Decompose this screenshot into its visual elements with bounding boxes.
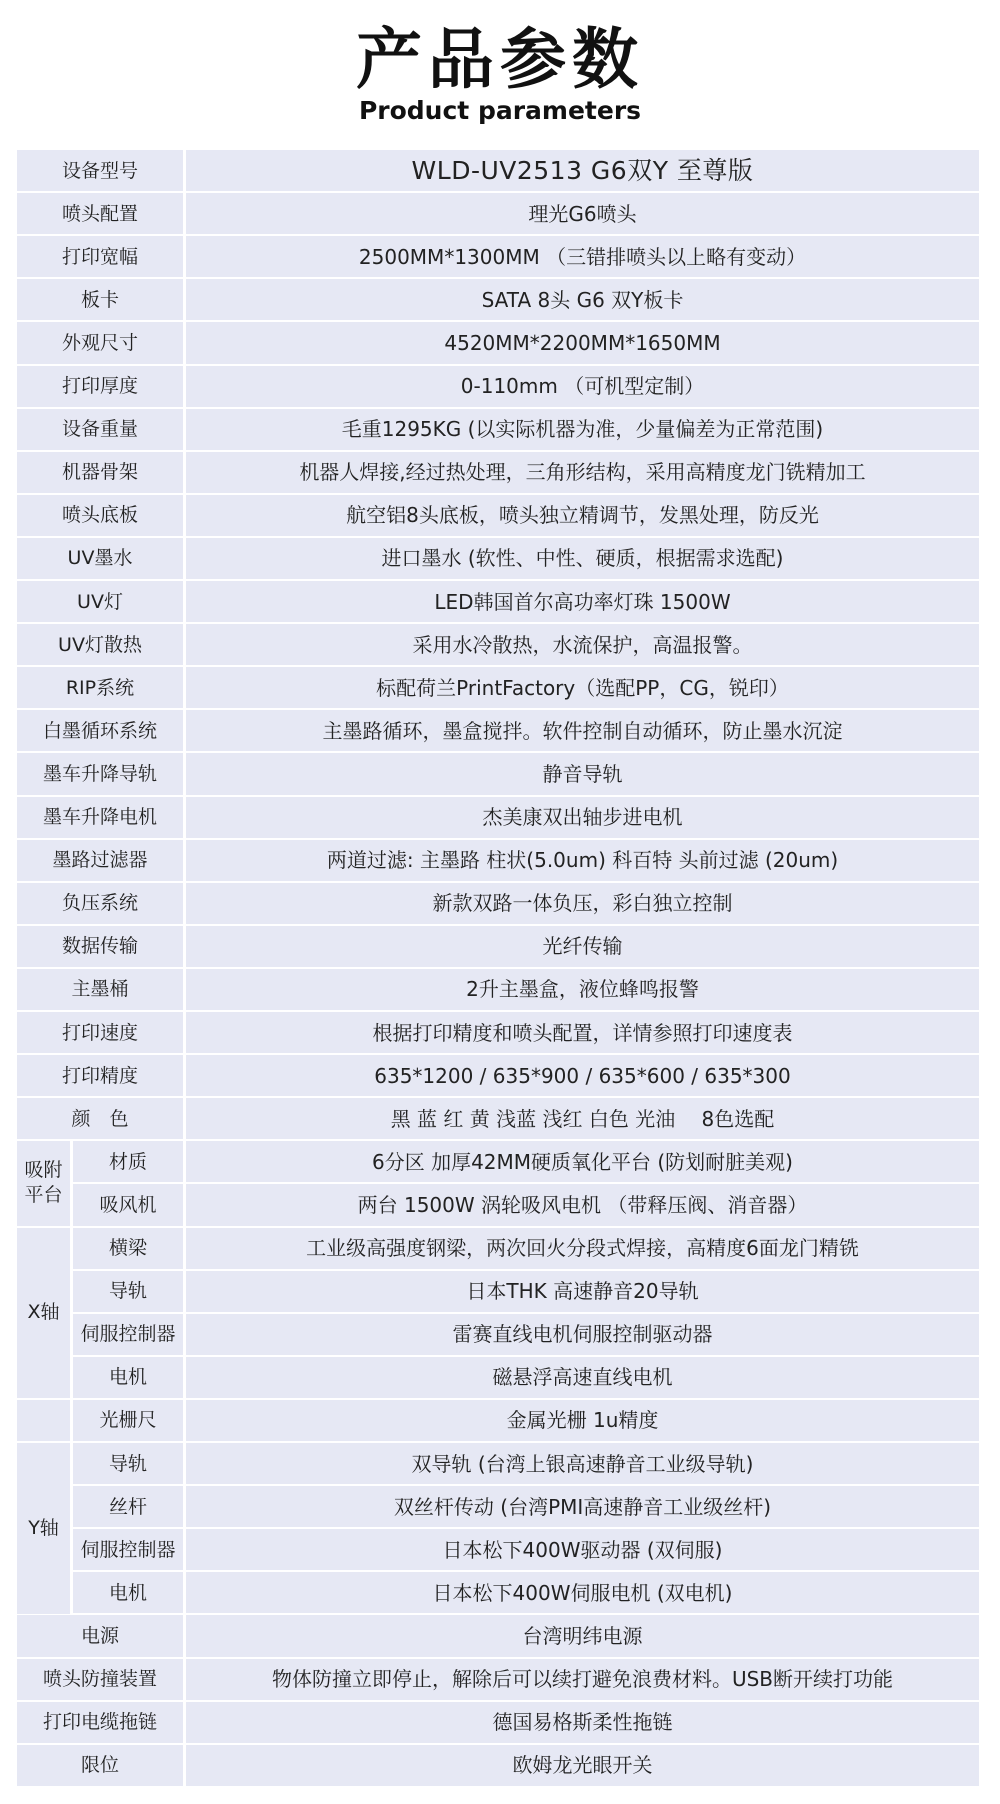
param-value: 台湾明纬电源 xyxy=(186,1615,979,1656)
param-value: 635*1200 / 635*900 / 635*600 / 635*300 xyxy=(186,1055,979,1096)
param-value: 两台 1500W 涡轮吸风电机 （带释压阀、消音器） xyxy=(186,1184,979,1225)
param-value: 杰美康双出轴步进电机 xyxy=(186,797,979,838)
param-value: 物体防撞立即停止，解除后可以续打避免浪费材料。USB断开续打功能 xyxy=(186,1659,979,1700)
param-value: 0-110mm （可机型定制） xyxy=(186,366,979,407)
param-value: SATA 8头 G6 双Y板卡 xyxy=(186,279,979,320)
param-value: 磁悬浮高速直线电机 xyxy=(186,1357,979,1398)
param-value: 毛重1295KG (以实际机器为准，少量偏差为正常范围) xyxy=(186,409,979,450)
param-value: 航空铝8头底板，喷头独立精调节，发黑处理，防反光 xyxy=(186,495,979,536)
param-value: 新款双路一体负压，彩白独立控制 xyxy=(186,883,979,924)
param-value: 根据打印精度和喷头配置，详情参照打印速度表 xyxy=(186,1012,979,1053)
param-label: 喷头配置 xyxy=(17,193,183,234)
param-value: 欧姆龙光眼开关 xyxy=(186,1745,979,1786)
group-label: 吸附 平台 xyxy=(17,1141,70,1225)
param-label: 主墨桶 xyxy=(17,969,183,1010)
page-title: 产品参数 xyxy=(356,21,644,98)
param-value: 进口墨水 (软性、中性、硬质，根据需求选配) xyxy=(186,538,979,579)
param-value: 双导轨 (台湾上银高速静音工业级导轨) xyxy=(186,1443,979,1484)
group-label: X轴 xyxy=(17,1228,70,1399)
param-value: 日本松下400W伺服电机 (双电机) xyxy=(186,1572,979,1613)
param-label: UV灯散热 xyxy=(17,624,183,665)
sub-param-label: 横梁 xyxy=(73,1228,183,1269)
sub-param-label: 伺服控制器 xyxy=(73,1529,183,1570)
param-label: 机器骨架 xyxy=(17,452,183,493)
param-label: UV墨水 xyxy=(17,538,183,579)
param-value: WLD-UV2513 G6双Y 至尊版 xyxy=(186,150,979,191)
param-label: 板卡 xyxy=(17,279,183,320)
param-value: 2升主墨盒，液位蜂鸣报警 xyxy=(186,969,979,1010)
page-subtitle: Product parameters xyxy=(358,96,642,125)
sub-param-label: 光栅尺 xyxy=(73,1400,183,1441)
param-value: 机器人焊接,经过热处理，三角形结构，采用高精度龙门铣精加工 xyxy=(186,452,979,493)
sub-param-label: 伺服控制器 xyxy=(73,1314,183,1355)
param-label: 设备重量 xyxy=(17,409,183,450)
param-value: 两道过滤: 主墨路 柱状(5.0um) 科百特 头前过滤 (20um) xyxy=(186,840,979,881)
param-label: 电源 xyxy=(17,1615,183,1656)
param-value: LED韩国首尔高功率灯珠 1500W xyxy=(186,581,979,622)
param-value: 采用水冷散热，水流保护，高温报警。 xyxy=(186,624,979,665)
param-label: 墨路过滤器 xyxy=(17,840,183,881)
param-label: 喷头防撞装置 xyxy=(17,1659,183,1700)
param-label: UV灯 xyxy=(17,581,183,622)
param-label: 墨车升降电机 xyxy=(17,797,183,838)
parameter-table xyxy=(17,150,979,1788)
param-label: 限位 xyxy=(17,1745,183,1786)
param-value: 理光G6喷头 xyxy=(186,193,979,234)
param-label: 颜 色 xyxy=(17,1098,183,1139)
param-label: 白墨循环系统 xyxy=(17,710,183,751)
page-header xyxy=(0,0,1000,148)
param-value: 静音导轨 xyxy=(186,753,979,794)
param-value: 日本松下400W驱动器 (双伺服) xyxy=(186,1529,979,1570)
param-value: 雷赛直线电机伺服控制驱动器 xyxy=(186,1314,979,1355)
group-label: Y轴 xyxy=(17,1443,70,1614)
sub-param-label: 电机 xyxy=(73,1357,183,1398)
param-value: 6分区 加厚42MM硬质氧化平台 (防划耐脏美观) xyxy=(186,1141,979,1182)
param-value: 2500MM*1300MM （三错排喷头以上略有变动） xyxy=(186,236,979,277)
sub-param-label: 丝杆 xyxy=(73,1486,183,1527)
param-value: 双丝杆传动 (台湾PMI高速静音工业级丝杆) xyxy=(186,1486,979,1527)
param-label: 打印电缆拖链 xyxy=(17,1702,183,1743)
param-value: 主墨路循环，墨盒搅拌。软件控制自动循环，防止墨水沉淀 xyxy=(186,710,979,751)
param-label: 打印宽幅 xyxy=(17,236,183,277)
param-label: 负压系统 xyxy=(17,883,183,924)
sub-param-label: 材质 xyxy=(73,1141,183,1182)
param-label: 打印精度 xyxy=(17,1055,183,1096)
param-value: 金属光栅 1u精度 xyxy=(186,1400,979,1441)
group-label xyxy=(17,1400,70,1441)
param-label: 墨车升降导轨 xyxy=(17,753,183,794)
param-label: 喷头底板 xyxy=(17,495,183,536)
param-label: RIP系统 xyxy=(17,667,183,708)
param-value: 4520MM*2200MM*1650MM xyxy=(186,322,979,363)
param-label: 外观尺寸 xyxy=(17,322,183,363)
sub-param-label: 导轨 xyxy=(73,1271,183,1312)
param-value: 德国易格斯柔性拖链 xyxy=(186,1702,979,1743)
param-value: 日本THK 高速静音20导轨 xyxy=(186,1271,979,1312)
param-value: 工业级高强度钢梁，两次回火分段式焊接，高精度6面龙门精铣 xyxy=(186,1228,979,1269)
param-label: 打印厚度 xyxy=(17,366,183,407)
sub-param-label: 吸风机 xyxy=(73,1184,183,1225)
param-label: 设备型号 xyxy=(17,150,183,191)
param-value: 标配荷兰PrintFactory（选配PP，CG，锐印） xyxy=(186,667,979,708)
param-value: 黑 蓝 红 黄 浅蓝 浅红 白色 光油 8色选配 xyxy=(186,1098,979,1139)
param-label: 数据传输 xyxy=(17,926,183,967)
sub-param-label: 电机 xyxy=(73,1572,183,1613)
sub-param-label: 导轨 xyxy=(73,1443,183,1484)
param-label: 打印速度 xyxy=(17,1012,183,1053)
param-value: 光纤传输 xyxy=(186,926,979,967)
